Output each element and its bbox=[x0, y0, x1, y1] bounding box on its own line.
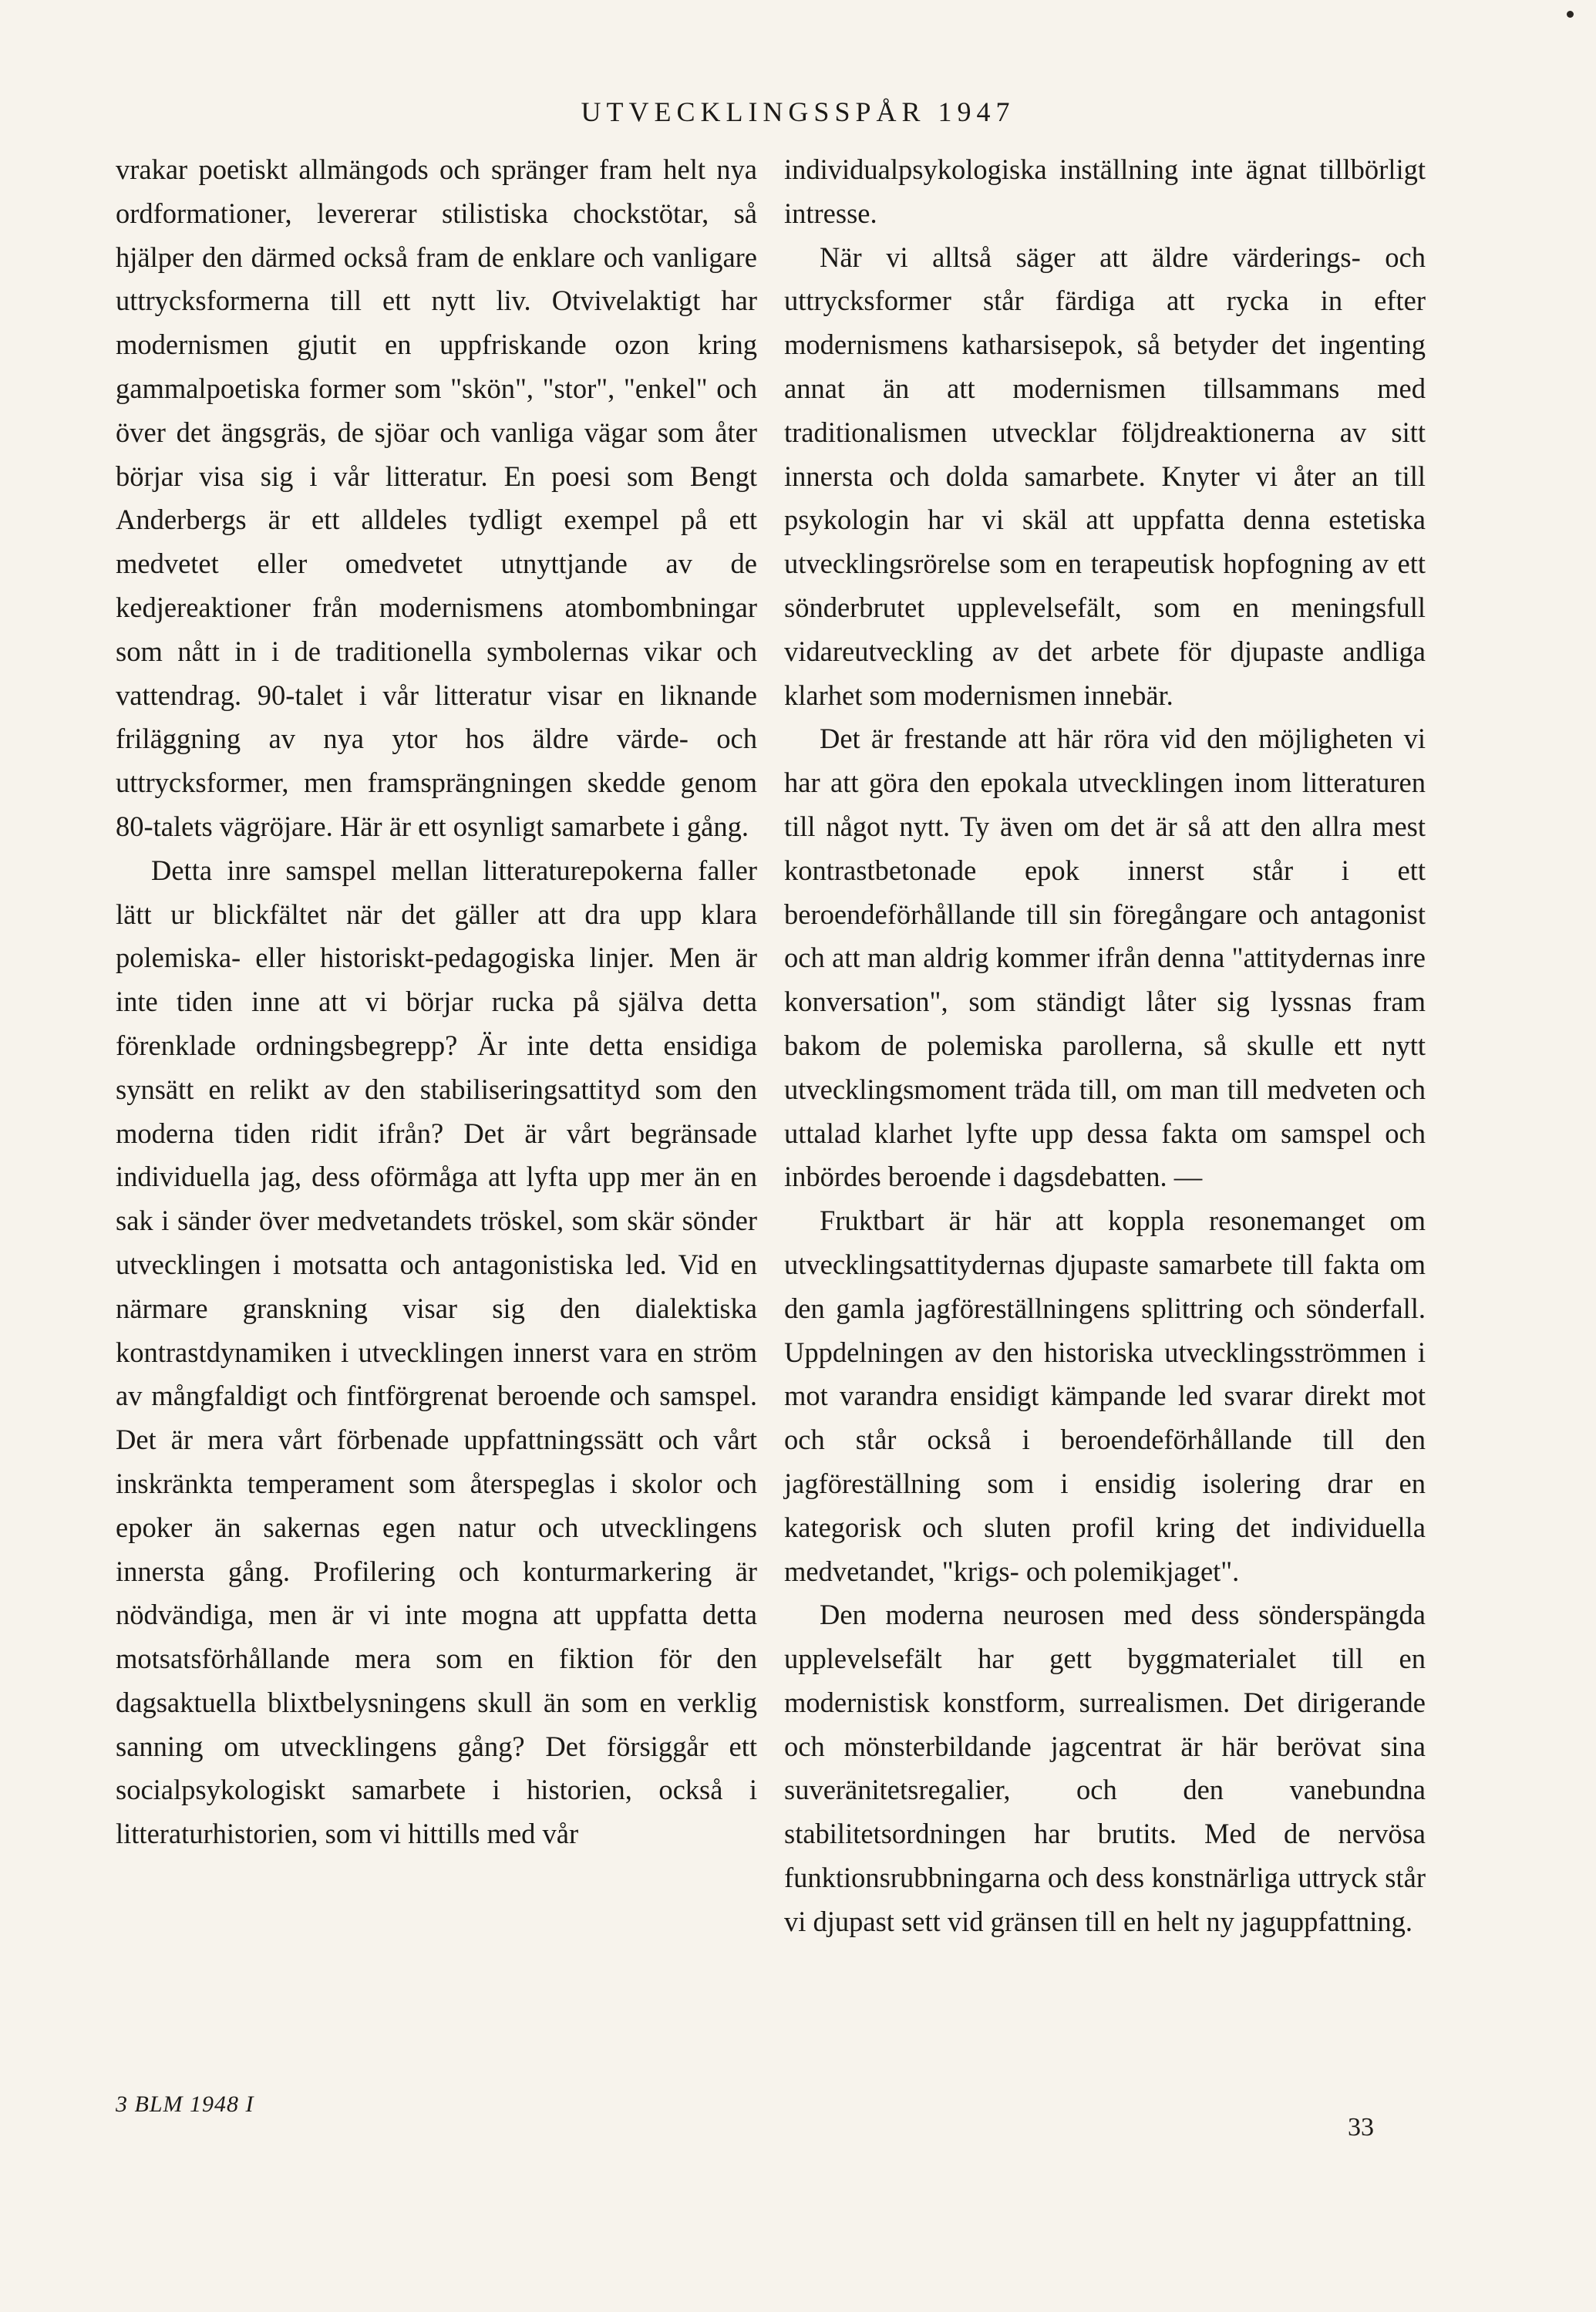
running-header: UTVECKLINGSSPÅR 1947 bbox=[581, 96, 1015, 127]
right-column bbox=[784, 148, 1426, 1944]
page-number: 33 bbox=[1348, 2113, 1374, 2142]
left-column bbox=[116, 148, 757, 1856]
paragraph: När vi alltså säger att äldre värderings- och uttrycksformer står färdiga att rycka in efter modernismens katharsisepok, så betyder det ingenting annat än att modernismen tillsammans med traditionalismen utvecklar följdreaktionerna av sitt innersta och dolda samarbete. Knyter vi åter an till psykologin har vi skäl att uppfatta denna estetiska utvecklingsrörelse som en terapeutisk hopfogning av ett sönderbrutet upplevelsefält, som en meningsfull vidareutveckling av det arbete för djupaste andliga klarhet som modernismen innebär. bbox=[784, 241, 1426, 711]
paragraph: Fruktbart är här att koppla resonemanget om utvecklingsattitydernas djupaste samarbete till fakta om den gamla jagföreställningens splittring och sönderfall. Uppdelningen av den historiska utvecklingsströmmen i mot varandra ensidigt kämpande led svarar direkt mot och står också i beroendeförhållande till den jagföreställning som i ensidig isolering drar en kategorisk och sluten profil kring det individuella medvetandet, "krigs- och polemikjaget". bbox=[784, 1205, 1426, 1587]
printer-signature: 3 BLM 1948 I bbox=[116, 2091, 254, 2117]
paragraph: Detta inre samspel mellan litteraturepokerna faller lätt ur blickfältet när det gäller att dra upp klara polemiska- eller historiskt-pedagogiska linjer. Men är inte tiden inne att vi börjar rucka på själva detta förenklade ordningsbegrepp? Är inte detta ensidiga synsätt en relikt av den stabiliseringsattityd som den moderna tiden ridit ifrån? Det är vårt begränsade individuella jag, dess oförmåga att lyfta upp mer än en sak i sänder över medvetandets tröskel, som skär sönder utvecklingen i motsatta och antagonistiska led. Vid en närmare granskning visar sig den dialektiska kontrastdynamiken i utvecklingen innerst vara en ström av mångfaldigt och fintförgrenat beroende och samspel. Det är mera vårt förbenade uppfattningssätt och vårt inskränkta temperament som återspeglas i skolor och epoker än sakernas egen natur och utvecklingens innersta gång. Profilering och konturmarkering är nödvändiga, men är vi inte mogna att uppfatta detta motsatsförhållande mera som en fiktion för den dagsaktuella blixtbelysningens skull än som en verklig sanning om utvecklingens gång? Det försiggår ett socialpsykologiskt samarbete i historien, också i litteraturhistorien, som vi hittills med vår bbox=[116, 854, 757, 1850]
paragraph: Den moderna neurosen med dess sönderspängda upplevelsefält har gett byggmaterialet till en modernistisk konstform, surrealismen. Det dirigerande och mönsterbildande jagcentrat är här berövat sina suveränitetsregalier, och den vanebundna stabilitetsordningen har brutits. Med de nervösa funktionsrubbningarna och dess konstnärliga uttryck står vi djupast sett vid gränsen till en helt ny jaguppfattning. bbox=[784, 1599, 1426, 1937]
paragraph: individualpsykologiska inställning inte ägnat tillbörligt intresse. bbox=[784, 153, 1426, 229]
corner-mark bbox=[1567, 11, 1574, 18]
paragraph: vrakar poetiskt allmängods och spränger fram helt nya ordformationer, levererar stilistiska chockstötar, så hjälper den därmed också fram de enklare och vanligare uttrycksformerna till ett nytt liv. Otvivelaktigt har modernismen gjutit en uppfriskande ozon kring gammalpoetiska former som "skön", "stor", "enkel" och över det ängsgräs, de sjöar och vanliga vägar som åter börjar visa sig i vår litteratur. En poesi som Bengt Anderbergs är ett alldeles tydligt exempel på ett medvetet eller omedvetet utnyttjande av de kedjereaktioner från modernismens atombombningar som nått in i de traditionella symbolernas vikar och vattendrag. 90-talet i vår litteratur visar en liknande friläggning av nya ytor hos äldre värde- och uttrycksformer, men framsprängningen skedde genom 80-talets vägröjare. Här är ett osynligt samarbete i gång. bbox=[116, 153, 757, 842]
paragraph: Det är frestande att här röra vid den möjligheten vi har att göra den epokala utvecklingen inom litteraturen till något nytt. Ty även om det är så att den allra mest kontrastbetonade epok innerst står i ett beroendeförhållande till sin föregångare och antagonist och att man aldrig kommer ifrån denna "attitydernas inre konversation", som ständigt låter sig lyssnas fram bakom de polemiska parollerna, så skulle ett nytt utvecklingsmoment träda till, om man till medveten och uttalad klarhet lyfte upp dessa fakta om samspel och inbördes beroende i dagsdebatten. — bbox=[784, 723, 1426, 1193]
